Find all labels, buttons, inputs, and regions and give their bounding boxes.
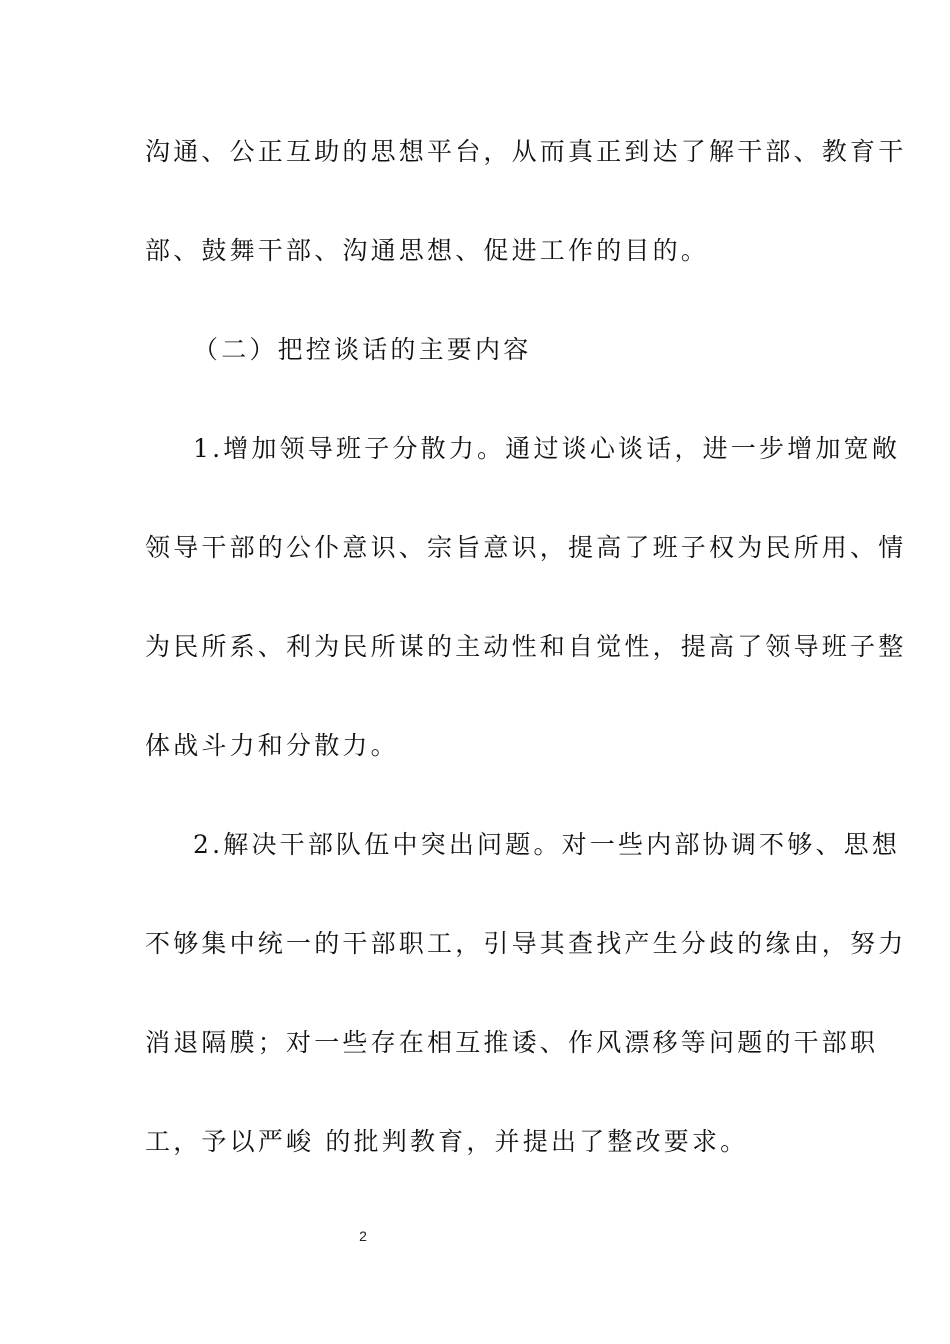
paragraph-line: 不够集中统一的干部职工，引导其查找产生分歧的缘由，努力 [145,929,907,958]
section-heading: （二）把控谈话的主要内容 [193,335,532,364]
paragraph-line: 工，予以严峻 的批判教育，并提出了整改要求。 [145,1127,749,1156]
paragraph-line: 部、鼓舞干部、沟通思想、促进工作的目的。 [145,236,710,265]
paragraph-line: 2.解决干部队伍中突出问题。对一些内部协调不够、思想 [193,830,901,859]
paragraph-line: 为民所系、利为民所谋的主动性和自觉性，提高了领导班子整 [145,632,907,661]
paragraph-line: 消退隔膜；对一些存在相互推诿、作风漂移等问题的干部职 [145,1028,879,1057]
paragraph-line: 体战斗力和分散力。 [145,731,399,760]
paragraph-line: 1.增加领导班子分散力。通过谈心谈话，进一步增加宽敞 [193,434,901,463]
paragraph-line: 领导干部的公仆意识、宗旨意识，提高了班子权为民所用、情 [145,533,907,562]
page-number: 2 [359,1228,367,1244]
paragraph-line: 沟通、公正互助的思想平台，从而真正到达了解干部、教育干 [145,137,907,166]
